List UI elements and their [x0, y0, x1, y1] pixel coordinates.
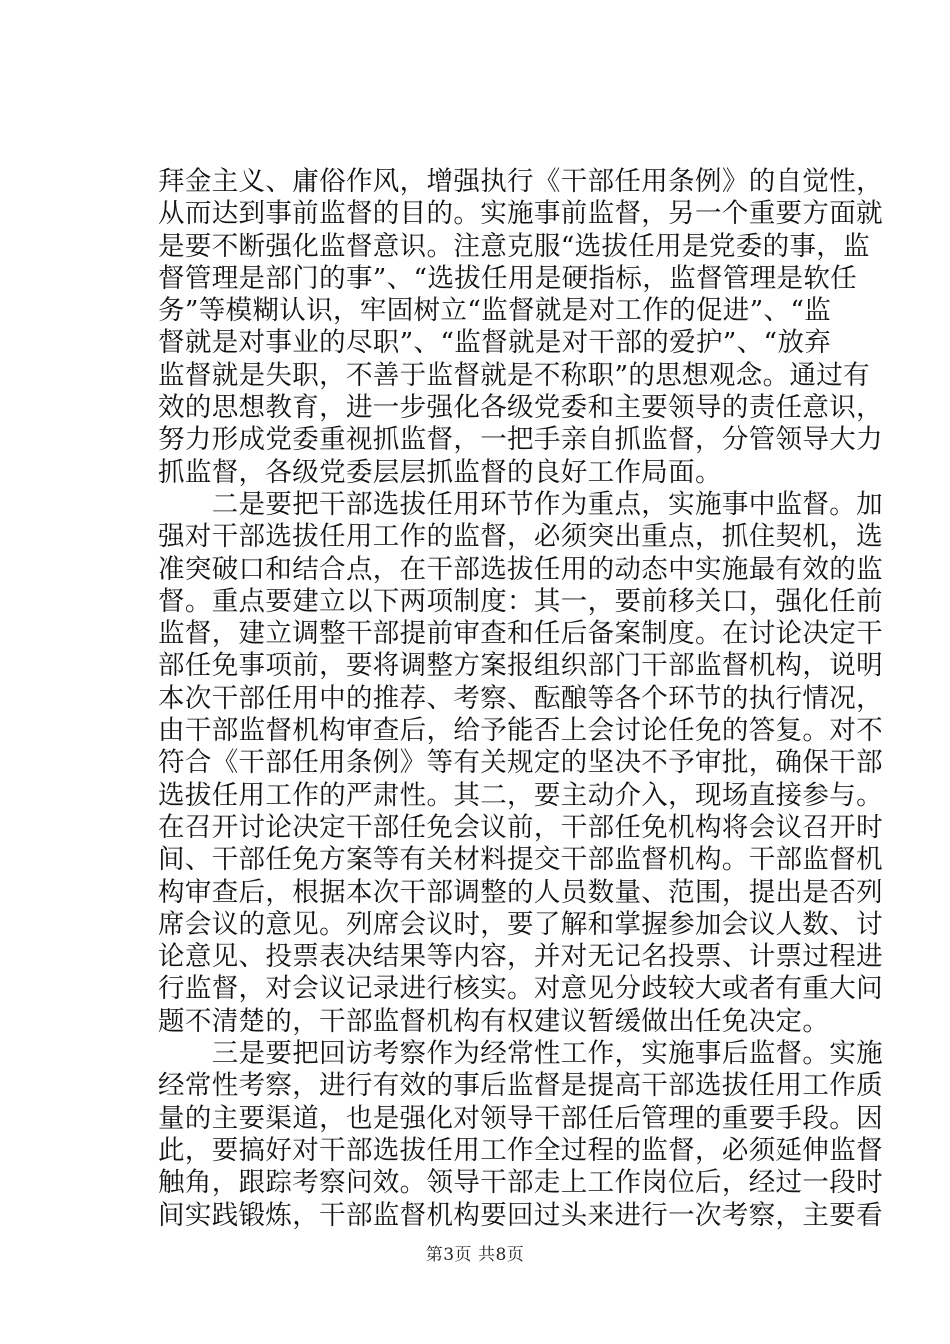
- text-line: 努力形成党委重视抓监督，一把手亲自抓监督，分管领导大力: [158, 424, 883, 456]
- text-line: 在召开讨论决定干部任免会议前，干部任免机构将会议召开时: [158, 811, 883, 843]
- body-text: [158, 166, 883, 1232]
- text-line: 经常性考察，进行有效的事后监督是提高干部选拔任用工作质: [158, 1070, 883, 1102]
- text-line: 由干部监督机构审查后，给予能否上会讨论任免的答复。对不: [158, 715, 883, 747]
- text-line: 监督，建立调整干部提前审查和任后备案制度。在讨论决定干: [158, 618, 883, 650]
- text-line: 是要不断强化监督意识。注意克服“选拔任用是党委的事，监: [158, 230, 870, 262]
- text-line: 二是要把干部选拔任用环节作为重点，实施事中监督。加: [158, 488, 883, 520]
- text-line: 准突破口和结合点，在干部选拔任用的动态中实施最有效的监: [158, 553, 883, 585]
- text-line: 务”等模糊认识，牢固树立“监督就是对工作的促进”、“监: [158, 295, 832, 327]
- text-line: 此，要搞好对干部选拔任用工作全过程的监督，必须延伸监督: [158, 1134, 883, 1166]
- text-line: 督管理是部门的事”、“选拔任用是硬指标，监督管理是软任: [158, 262, 858, 294]
- text-line: 部任免事项前，要将调整方案报组织部门干部监督机构，说明: [158, 650, 883, 682]
- text-line: 本次干部任用中的推荐、考察、酝酿等各个环节的执行情况，: [158, 682, 883, 714]
- text-line: 触角，跟踪考察问效。领导干部走上工作岗位后，经过一段时: [158, 1167, 883, 1199]
- text-line: 论意见、投票表决结果等内容，并对无记名投票、计票过程进: [158, 941, 883, 973]
- text-line: 符合《干部任用条例》等有关规定的坚决不予审批，确保干部: [158, 747, 883, 779]
- text-line: 选拔任用工作的严肃性。其二，要主动介入，现场直接参与。: [158, 779, 883, 811]
- text-line: 间实践锻炼，干部监督机构要回过头来进行一次考察，主要看: [158, 1199, 883, 1231]
- text-line: 监督就是失职，不善于监督就是不称职”的思想观念。通过有: [158, 359, 870, 391]
- text-line: 题不清楚的，干部监督机构有权建议暂缓做出任免决定。: [158, 1005, 830, 1037]
- text-line: 拜金主义、庸俗作风，增强执行《干部任用条例》的自觉性，: [158, 166, 883, 197]
- page-footer: 第3页 共8页: [425, 1245, 525, 1265]
- text-line: 效的思想教育，进一步强化各级党委和主要领导的责任意识，: [158, 392, 883, 424]
- text-line: 强对干部选拔任用工作的监督，必须突出重点，抓住契机，选: [158, 521, 883, 553]
- text-line: 间、干部任免方案等有关材料提交干部监督机构。干部监督机: [158, 844, 883, 876]
- text-line: 从而达到事前监督的目的。实施事前监督，另一个重要方面就: [158, 198, 883, 230]
- text-line: 督就是对事业的尽职”、“监督就是对干部的爱护”、“放弃: [158, 327, 832, 359]
- text-line: 行监督，对会议记录进行核实。对意见分歧较大或者有重大问: [158, 973, 883, 1005]
- text-line: 量的主要渠道，也是强化对领导干部任后管理的重要手段。因: [158, 1102, 883, 1134]
- text-line: 构审查后，根据本次干部调整的人员数量、范围，提出是否列: [158, 876, 883, 908]
- text-line: 三是要把回访考察作为经常性工作，实施事后监督。实施: [158, 1038, 883, 1070]
- text-line: 抓监督，各级党委层层抓监督的良好工作局面。: [158, 456, 722, 488]
- text-line: 督。重点要建立以下两项制度：其一，要前移关口，强化任前: [158, 585, 883, 617]
- text-line: 席会议的意见。列席会议时，要了解和掌握参加会议人数、讨: [158, 908, 883, 940]
